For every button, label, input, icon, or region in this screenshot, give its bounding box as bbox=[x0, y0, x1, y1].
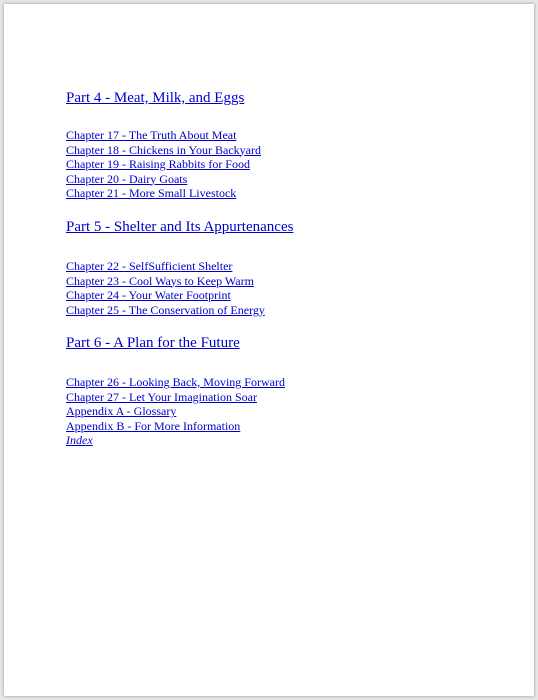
toc-index-link[interactable]: Index bbox=[66, 433, 93, 447]
toc-chapter-20-link[interactable]: Chapter 20 - Dairy Goats bbox=[66, 171, 188, 186]
toc-chapter-19-link[interactable]: Chapter 19 - Raising Rabbits for Food bbox=[66, 157, 250, 171]
toc-chapter-24-link[interactable]: Chapter 24 - Your Water Footprint bbox=[66, 288, 231, 302]
toc-part-4-chapter-list bbox=[66, 128, 261, 201]
toc-part-5-link[interactable]: Part 5 - Shelter and Its Appurtenances bbox=[66, 219, 294, 235]
toc-part-6-chapter-list bbox=[66, 375, 285, 448]
toc-appendix-b-link[interactable]: Appendix B - For More Information bbox=[66, 418, 241, 433]
toc-chapter-22-link[interactable]: Chapter 22 - SelfSufficient Shelter bbox=[66, 259, 233, 273]
toc-chapter-25-link[interactable]: Chapter 25 - The Conservation of Energy bbox=[66, 302, 265, 317]
toc-part-4-link[interactable]: Part 4 - Meat, Milk, and Eggs bbox=[66, 90, 245, 106]
toc-chapter-26-link[interactable]: Chapter 26 - Looking Back, Moving Forward bbox=[66, 375, 285, 389]
toc-chapter-18-link[interactable]: Chapter 18 - Chickens in Your Backyard bbox=[66, 142, 261, 157]
toc-part-6-link[interactable]: Part 6 - A Plan for the Future bbox=[66, 335, 240, 351]
toc-chapter-27-link[interactable]: Chapter 27 - Let Your Imagination Soar bbox=[66, 389, 257, 404]
toc-chapter-21-link[interactable]: Chapter 21 - More Small Livestock bbox=[66, 186, 237, 200]
toc-part-5-chapter-list bbox=[66, 259, 265, 317]
toc-chapter-17-link[interactable]: Chapter 17 - The Truth About Meat bbox=[66, 128, 237, 142]
document-page bbox=[4, 4, 534, 696]
toc-chapter-23-link[interactable]: Chapter 23 - Cool Ways to Keep Warm bbox=[66, 273, 254, 288]
toc-appendix-a-link[interactable]: Appendix A - Glossary bbox=[66, 404, 177, 418]
